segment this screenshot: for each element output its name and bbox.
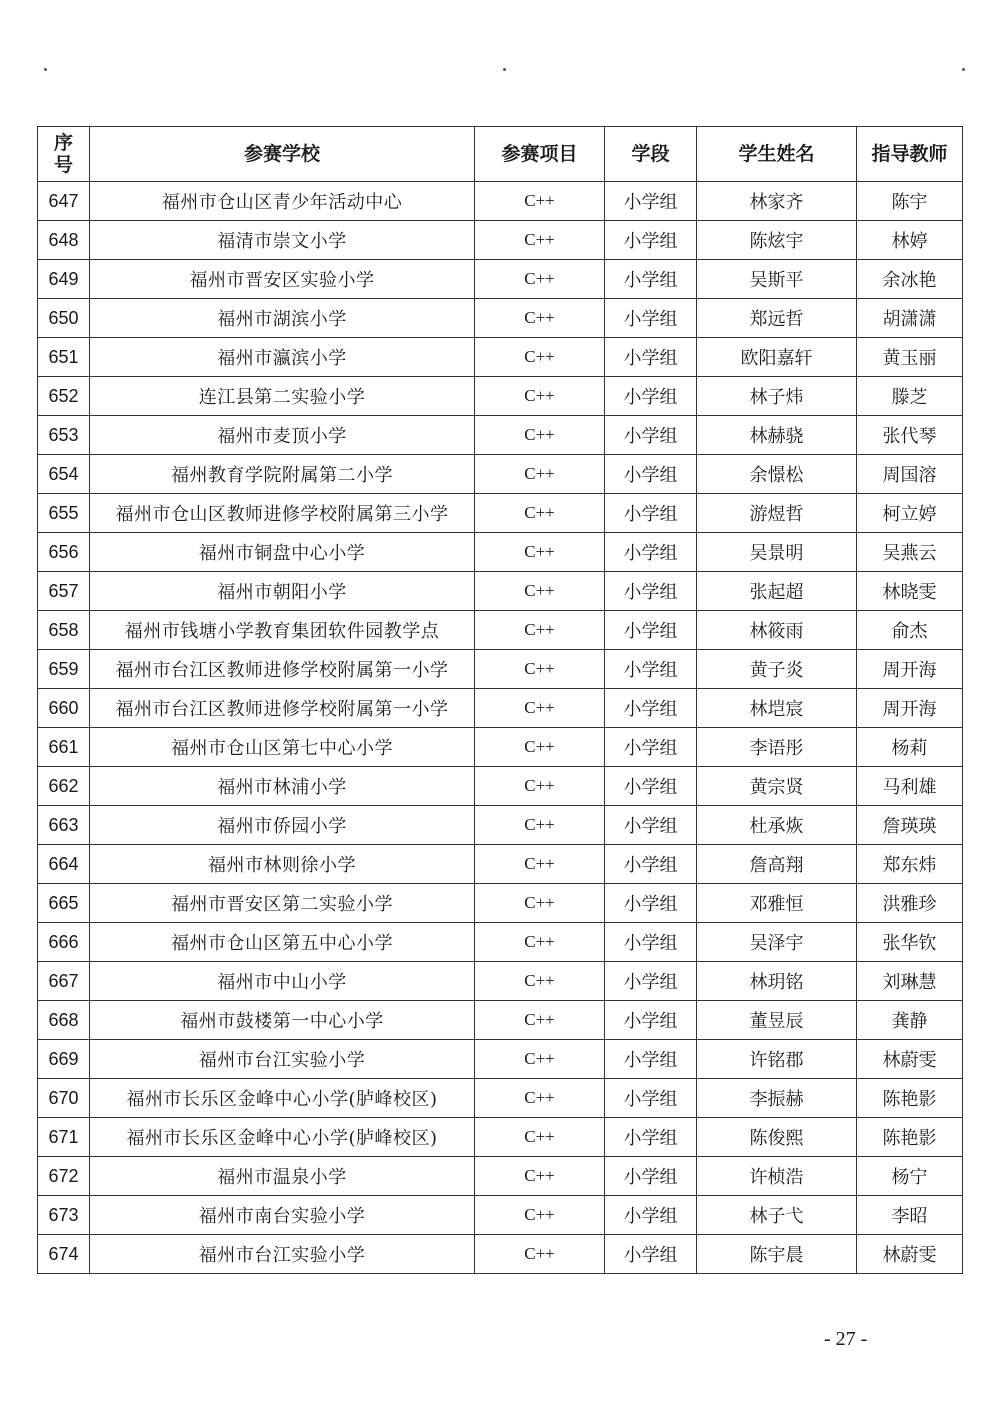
cell-student: 余憬松 <box>697 455 857 494</box>
table-row <box>38 650 963 689</box>
cell-seq: 664 <box>38 845 90 884</box>
cell-student: 吴景明 <box>697 533 857 572</box>
cell-teacher: 陈宇 <box>857 182 963 221</box>
cell-student: 许铭郡 <box>697 1040 857 1079</box>
cell-student: 吴斯平 <box>697 260 857 299</box>
cell-stage: 小学组 <box>605 650 697 689</box>
cell-school: 福州市仓山区青少年活动中心 <box>90 182 475 221</box>
cell-student: 郑远哲 <box>697 299 857 338</box>
cell-stage: 小学组 <box>605 962 697 1001</box>
cell-seq: 672 <box>38 1157 90 1196</box>
cell-student: 林子弋 <box>697 1196 857 1235</box>
cell-student: 黄子炎 <box>697 650 857 689</box>
cell-seq: 651 <box>38 338 90 377</box>
cell-school: 福州市台江实验小学 <box>90 1040 475 1079</box>
cell-teacher: 龚静 <box>857 1001 963 1040</box>
cell-school: 福州市仓山区第五中心小学 <box>90 923 475 962</box>
cell-stage: 小学组 <box>605 572 697 611</box>
table-row <box>38 1001 963 1040</box>
cell-student: 吴泽宇 <box>697 923 857 962</box>
cell-school: 福清市崇文小学 <box>90 221 475 260</box>
cell-seq: 650 <box>38 299 90 338</box>
cell-school: 福州市钱塘小学教育集团软件园教学点 <box>90 611 475 650</box>
table-row <box>38 767 963 806</box>
cell-teacher: 吴燕云 <box>857 533 963 572</box>
table-row <box>38 455 963 494</box>
cell-student: 邓雅恒 <box>697 884 857 923</box>
table-header-row <box>38 127 963 182</box>
cell-seq: 671 <box>38 1118 90 1157</box>
cell-stage: 小学组 <box>605 1157 697 1196</box>
cell-project: C++ <box>475 299 605 338</box>
table-row <box>38 1118 963 1157</box>
cell-school: 福州市鼓楼第一中心小学 <box>90 1001 475 1040</box>
cell-school: 福州市麦顶小学 <box>90 416 475 455</box>
cell-school: 福州市仓山区第七中心小学 <box>90 728 475 767</box>
cell-teacher: 陈艳影 <box>857 1079 963 1118</box>
cell-seq: 666 <box>38 923 90 962</box>
cell-school: 福州市台江区教师进修学校附属第一小学 <box>90 689 475 728</box>
cell-teacher: 洪雅珍 <box>857 884 963 923</box>
table-row <box>38 611 963 650</box>
cell-student: 杜承烣 <box>697 806 857 845</box>
cell-school: 福州市南台实验小学 <box>90 1196 475 1235</box>
cell-stage: 小学组 <box>605 1040 697 1079</box>
cell-student: 陈俊熙 <box>697 1118 857 1157</box>
cell-stage: 小学组 <box>605 1118 697 1157</box>
cell-school: 福州市温泉小学 <box>90 1157 475 1196</box>
cell-teacher: 周开海 <box>857 689 963 728</box>
cell-seq: 657 <box>38 572 90 611</box>
cell-seq: 654 <box>38 455 90 494</box>
cell-project: C++ <box>475 650 605 689</box>
cell-project: C++ <box>475 455 605 494</box>
cell-student: 许桢浩 <box>697 1157 857 1196</box>
table-row <box>38 1235 963 1274</box>
cell-teacher: 余冰艳 <box>857 260 963 299</box>
cell-school: 福州市晋安区实验小学 <box>90 260 475 299</box>
table-row <box>38 416 963 455</box>
table-row <box>38 182 963 221</box>
cell-school: 福州市长乐区金峰中心小学(胪峰校区) <box>90 1118 475 1157</box>
cell-school: 福州市侨园小学 <box>90 806 475 845</box>
table-row <box>38 377 963 416</box>
cell-school: 福州教育学院附属第二小学 <box>90 455 475 494</box>
cell-student: 林子炜 <box>697 377 857 416</box>
cell-stage: 小学组 <box>605 689 697 728</box>
table-row <box>38 923 963 962</box>
table-row <box>38 572 963 611</box>
cell-seq: 662 <box>38 767 90 806</box>
table-body <box>38 182 963 1274</box>
cell-seq: 656 <box>38 533 90 572</box>
cell-teacher: 马利雄 <box>857 767 963 806</box>
header-teacher: 指导教师 <box>857 127 963 182</box>
cell-project: C++ <box>475 1157 605 1196</box>
cell-project: C++ <box>475 845 605 884</box>
cell-stage: 小学组 <box>605 611 697 650</box>
cell-project: C++ <box>475 182 605 221</box>
cell-seq: 658 <box>38 611 90 650</box>
cell-seq: 660 <box>38 689 90 728</box>
cell-stage: 小学组 <box>605 767 697 806</box>
cell-student: 陈炫宇 <box>697 221 857 260</box>
cell-stage: 小学组 <box>605 1079 697 1118</box>
cell-school: 连江县第二实验小学 <box>90 377 475 416</box>
cell-teacher: 俞杰 <box>857 611 963 650</box>
cell-project: C++ <box>475 884 605 923</box>
cell-student: 李语彤 <box>697 728 857 767</box>
cell-teacher: 张代琴 <box>857 416 963 455</box>
cell-seq: 674 <box>38 1235 90 1274</box>
scan-speck <box>44 68 47 71</box>
cell-teacher: 柯立婷 <box>857 494 963 533</box>
cell-school: 福州市台江实验小学 <box>90 1235 475 1274</box>
cell-student: 欧阳嘉轩 <box>697 338 857 377</box>
table-row <box>38 728 963 767</box>
cell-project: C++ <box>475 611 605 650</box>
cell-teacher: 林晓雯 <box>857 572 963 611</box>
cell-seq: 668 <box>38 1001 90 1040</box>
cell-student: 董昱辰 <box>697 1001 857 1040</box>
cell-stage: 小学组 <box>605 377 697 416</box>
cell-student: 林筱雨 <box>697 611 857 650</box>
table-row <box>38 689 963 728</box>
cell-teacher: 林蔚雯 <box>857 1235 963 1274</box>
cell-project: C++ <box>475 1196 605 1235</box>
cell-seq: 663 <box>38 806 90 845</box>
cell-student: 詹高翔 <box>697 845 857 884</box>
cell-teacher: 周国溶 <box>857 455 963 494</box>
cell-project: C++ <box>475 689 605 728</box>
cell-project: C++ <box>475 1079 605 1118</box>
header-seq: 序号 <box>38 127 90 182</box>
table-row <box>38 1040 963 1079</box>
cell-project: C++ <box>475 221 605 260</box>
cell-project: C++ <box>475 260 605 299</box>
cell-stage: 小学组 <box>605 1235 697 1274</box>
cell-teacher: 林蔚雯 <box>857 1040 963 1079</box>
cell-seq: 665 <box>38 884 90 923</box>
cell-teacher: 张华钦 <box>857 923 963 962</box>
cell-school: 福州市湖滨小学 <box>90 299 475 338</box>
cell-school: 福州市瀛滨小学 <box>90 338 475 377</box>
cell-stage: 小学组 <box>605 806 697 845</box>
cell-student: 林赫骁 <box>697 416 857 455</box>
header-stage: 学段 <box>605 127 697 182</box>
cell-project: C++ <box>475 1040 605 1079</box>
header-project: 参赛项目 <box>475 127 605 182</box>
table-row <box>38 845 963 884</box>
results-table <box>37 126 963 1274</box>
cell-project: C++ <box>475 1118 605 1157</box>
cell-stage: 小学组 <box>605 416 697 455</box>
cell-stage: 小学组 <box>605 845 697 884</box>
cell-seq: 649 <box>38 260 90 299</box>
cell-school: 福州市中山小学 <box>90 962 475 1001</box>
cell-project: C++ <box>475 1001 605 1040</box>
cell-school: 福州市晋安区第二实验小学 <box>90 884 475 923</box>
table-row <box>38 1196 963 1235</box>
cell-teacher: 周开海 <box>857 650 963 689</box>
cell-student: 黄宗贤 <box>697 767 857 806</box>
cell-stage: 小学组 <box>605 494 697 533</box>
cell-project: C++ <box>475 416 605 455</box>
cell-student: 陈宇晨 <box>697 1235 857 1274</box>
table-row <box>38 260 963 299</box>
cell-stage: 小学组 <box>605 182 697 221</box>
cell-seq: 670 <box>38 1079 90 1118</box>
cell-stage: 小学组 <box>605 1196 697 1235</box>
cell-seq: 667 <box>38 962 90 1001</box>
cell-school: 福州市台江区教师进修学校附属第一小学 <box>90 650 475 689</box>
cell-project: C++ <box>475 728 605 767</box>
cell-project: C++ <box>475 377 605 416</box>
table-row <box>38 221 963 260</box>
cell-school: 福州市林浦小学 <box>90 767 475 806</box>
cell-project: C++ <box>475 338 605 377</box>
cell-seq: 648 <box>38 221 90 260</box>
cell-seq: 653 <box>38 416 90 455</box>
cell-teacher: 陈艳影 <box>857 1118 963 1157</box>
cell-stage: 小学组 <box>605 260 697 299</box>
table-row <box>38 494 963 533</box>
table-row <box>38 338 963 377</box>
cell-seq: 652 <box>38 377 90 416</box>
cell-stage: 小学组 <box>605 221 697 260</box>
cell-stage: 小学组 <box>605 455 697 494</box>
header-student: 学生姓名 <box>697 127 857 182</box>
cell-teacher: 李昭 <box>857 1196 963 1235</box>
cell-project: C++ <box>475 533 605 572</box>
cell-seq: 647 <box>38 182 90 221</box>
cell-stage: 小学组 <box>605 884 697 923</box>
cell-project: C++ <box>475 962 605 1001</box>
cell-student: 李振赫 <box>697 1079 857 1118</box>
cell-teacher: 林婷 <box>857 221 963 260</box>
cell-project: C++ <box>475 1235 605 1274</box>
cell-teacher: 郑东炜 <box>857 845 963 884</box>
cell-project: C++ <box>475 767 605 806</box>
header-school: 参赛学校 <box>90 127 475 182</box>
cell-teacher: 胡潇潇 <box>857 299 963 338</box>
cell-stage: 小学组 <box>605 299 697 338</box>
cell-stage: 小学组 <box>605 923 697 962</box>
cell-teacher: 刘琳慧 <box>857 962 963 1001</box>
cell-teacher: 詹瑛瑛 <box>857 806 963 845</box>
cell-school: 福州市仓山区教师进修学校附属第三小学 <box>90 494 475 533</box>
cell-stage: 小学组 <box>605 728 697 767</box>
scan-speck <box>503 68 506 71</box>
cell-seq: 669 <box>38 1040 90 1079</box>
cell-stage: 小学组 <box>605 533 697 572</box>
cell-seq: 661 <box>38 728 90 767</box>
page-number: - 27 - <box>824 1328 868 1350</box>
cell-student: 游煜哲 <box>697 494 857 533</box>
cell-student: 林垲宸 <box>697 689 857 728</box>
table-row <box>38 962 963 1001</box>
cell-student: 林家齐 <box>697 182 857 221</box>
cell-stage: 小学组 <box>605 1001 697 1040</box>
table-row <box>38 533 963 572</box>
table-row <box>38 299 963 338</box>
cell-project: C++ <box>475 923 605 962</box>
table-row <box>38 806 963 845</box>
cell-teacher: 滕芝 <box>857 377 963 416</box>
cell-project: C++ <box>475 806 605 845</box>
cell-stage: 小学组 <box>605 338 697 377</box>
cell-seq: 673 <box>38 1196 90 1235</box>
cell-school: 福州市铜盘中心小学 <box>90 533 475 572</box>
table-row <box>38 1079 963 1118</box>
scan-speck <box>962 68 965 71</box>
table-row <box>38 884 963 923</box>
cell-project: C++ <box>475 572 605 611</box>
cell-seq: 655 <box>38 494 90 533</box>
table-row <box>38 1157 963 1196</box>
cell-teacher: 黄玉丽 <box>857 338 963 377</box>
cell-school: 福州市长乐区金峰中心小学(胪峰校区) <box>90 1079 475 1118</box>
cell-school: 福州市朝阳小学 <box>90 572 475 611</box>
cell-teacher: 杨宁 <box>857 1157 963 1196</box>
cell-seq: 659 <box>38 650 90 689</box>
cell-school: 福州市林则徐小学 <box>90 845 475 884</box>
cell-student: 林玥铭 <box>697 962 857 1001</box>
cell-teacher: 杨莉 <box>857 728 963 767</box>
cell-project: C++ <box>475 494 605 533</box>
cell-student: 张起超 <box>697 572 857 611</box>
